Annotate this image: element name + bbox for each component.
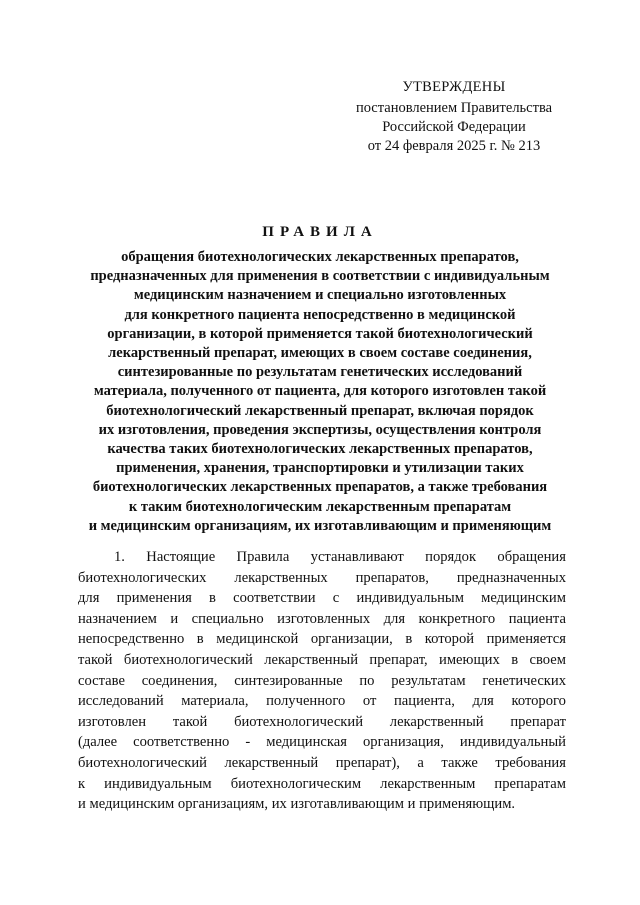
word: 1. — [114, 549, 125, 565]
word: медицинской — [216, 631, 299, 648]
word: препарат, — [369, 651, 428, 668]
word: в — [511, 651, 519, 668]
word: от — [362, 693, 377, 710]
word: и — [170, 610, 179, 627]
word: материала, — [181, 693, 249, 710]
word: препаратам — [494, 775, 566, 792]
word: устанавливают — [310, 549, 404, 565]
word: результатам — [391, 672, 466, 689]
word: лекарственный — [264, 651, 359, 668]
word: порядок — [425, 549, 477, 565]
word: составе — [78, 672, 125, 689]
word: а — [417, 754, 424, 771]
word: для — [383, 610, 406, 627]
word: конкретного — [418, 610, 496, 627]
word: соответственно — [133, 734, 230, 751]
word: лекарственным — [380, 775, 476, 792]
word: специально — [191, 610, 264, 627]
word: лекарственный — [389, 713, 484, 730]
word: обращения — [497, 549, 566, 565]
word: организациям, — [177, 796, 272, 813]
paragraph-line — [78, 568, 566, 589]
paragraph-line — [78, 691, 566, 712]
word: их — [271, 796, 291, 813]
subtitle-line: качества таких биотехнологических лекарственных препаратов, — [107, 441, 533, 458]
word: соответствии — [233, 590, 316, 607]
paragraph-line — [78, 629, 566, 650]
word: в — [405, 631, 413, 648]
word: по — [359, 672, 375, 689]
paragraph-line — [78, 609, 566, 630]
word: препарат), — [335, 754, 400, 771]
document-title: ПРАВИЛА — [262, 224, 378, 240]
word: индивидуальный — [459, 734, 566, 751]
word: лекарственный — [224, 754, 319, 771]
approval-block — [330, 78, 578, 156]
word: индивидуальным — [104, 775, 212, 792]
word: биотехнологических — [78, 569, 207, 586]
word: требования — [495, 754, 566, 771]
word: медицинским — [89, 796, 178, 813]
word: применения — [116, 590, 192, 607]
subtitle-line: обращения биотехнологических лекарственных препаратов, — [121, 249, 519, 265]
word: лекарственных — [234, 569, 328, 586]
word: организация, — [362, 734, 444, 751]
word: применяется — [486, 631, 566, 648]
document-subtitle — [70, 248, 570, 536]
paragraph-line — [78, 794, 566, 815]
word: такой — [172, 713, 208, 730]
approval-line-1: постановлением Правительства — [355, 100, 553, 116]
subtitle-line: организации, в которой применяется такой биотехнологический — [107, 325, 533, 342]
subtitle-line: предназначенных для применения в соответствии с индивидуальным — [90, 268, 550, 285]
word: которой — [424, 631, 475, 648]
word: индивидуальным — [356, 590, 464, 607]
word: своем — [529, 651, 566, 668]
word: биотехнологический — [78, 754, 207, 771]
subtitle-line: синтезированные по результатам генетических исследований — [117, 364, 523, 381]
subtitle-line: к таким биотехнологическим лекарственным препаратам — [128, 498, 512, 515]
approval-line-3: от 24 февраля 2025 г. № 213 — [367, 138, 541, 154]
paragraph-line — [78, 547, 566, 568]
word: непосредственно — [78, 631, 185, 648]
paragraph-line — [78, 712, 566, 733]
approval-heading: УТВЕРЖДЕНЫ — [402, 79, 506, 95]
word: назначением — [78, 610, 157, 627]
word: полученного — [266, 693, 346, 710]
paragraph-line — [78, 753, 566, 774]
subtitle-line: их изготовления, проведения экспертизы, осуществления контроля — [98, 421, 542, 438]
paragraph-line — [78, 732, 566, 753]
word: и — [78, 796, 90, 813]
word: предназначенных — [456, 569, 566, 586]
word: изготовлен — [78, 713, 147, 730]
paragraph-line — [78, 588, 566, 609]
subtitle-line: медицинским назначением и специально изготовленных — [133, 287, 507, 304]
word: Правила — [236, 549, 290, 565]
paragraph-line — [78, 671, 566, 692]
word: для — [78, 590, 100, 607]
word: исследований — [78, 693, 164, 710]
word: которого — [511, 693, 566, 710]
word: медицинским — [481, 590, 566, 607]
paragraph-1 — [78, 547, 566, 815]
word: изготавливающим — [290, 796, 408, 813]
approval-line-2: Российской Федерации — [382, 119, 526, 135]
word: для — [472, 693, 494, 710]
word: препаратов, — [355, 569, 429, 586]
word: генетических — [482, 672, 566, 689]
word: медицинская — [266, 734, 347, 751]
word: имеющих — [439, 651, 500, 668]
paragraph-line — [78, 774, 566, 795]
word: в — [209, 590, 216, 607]
word: соединения, — [141, 672, 218, 689]
word: биотехнологическим — [230, 775, 362, 792]
word: биотехнологический — [234, 713, 364, 730]
word: пациента, — [393, 693, 455, 710]
word: организации, — [310, 631, 393, 648]
word: препарат — [510, 713, 566, 730]
word: биотехнологический — [123, 651, 253, 668]
subtitle-line: биотехнологический лекарственный препарат, включая порядок — [106, 402, 534, 419]
word: такой — [78, 651, 113, 668]
subtitle-line: применения, хранения, транспортировки и утилизации таких — [116, 460, 524, 477]
word: пациента — [508, 610, 566, 627]
subtitle-line: биотехнологических лекарственных препаратов, а также требования — [92, 479, 548, 496]
word: также — [441, 754, 478, 771]
word: Настоящие — [146, 549, 216, 565]
word: и — [407, 796, 420, 813]
word: - — [245, 734, 251, 751]
subtitle-line: и медицинским организациям, их изготавливающим и применяющим — [88, 517, 552, 534]
subtitle-line: лекарственный препарат, имеющих в своем составе соединения, — [108, 345, 532, 362]
word: синтезированные — [234, 672, 343, 689]
subtitle-line: для конкретного пациента непосредственно в медицинской — [124, 306, 516, 323]
word: применяющим. — [419, 796, 516, 813]
word: изготовленных — [277, 610, 371, 627]
paragraph-line — [78, 650, 566, 671]
word: в — [196, 631, 204, 648]
word: с — [332, 590, 340, 607]
word: (далее — [78, 734, 118, 751]
word: к — [78, 775, 86, 792]
subtitle-line: материала, полученного от пациента, для которого изготовлен такой — [93, 383, 547, 400]
